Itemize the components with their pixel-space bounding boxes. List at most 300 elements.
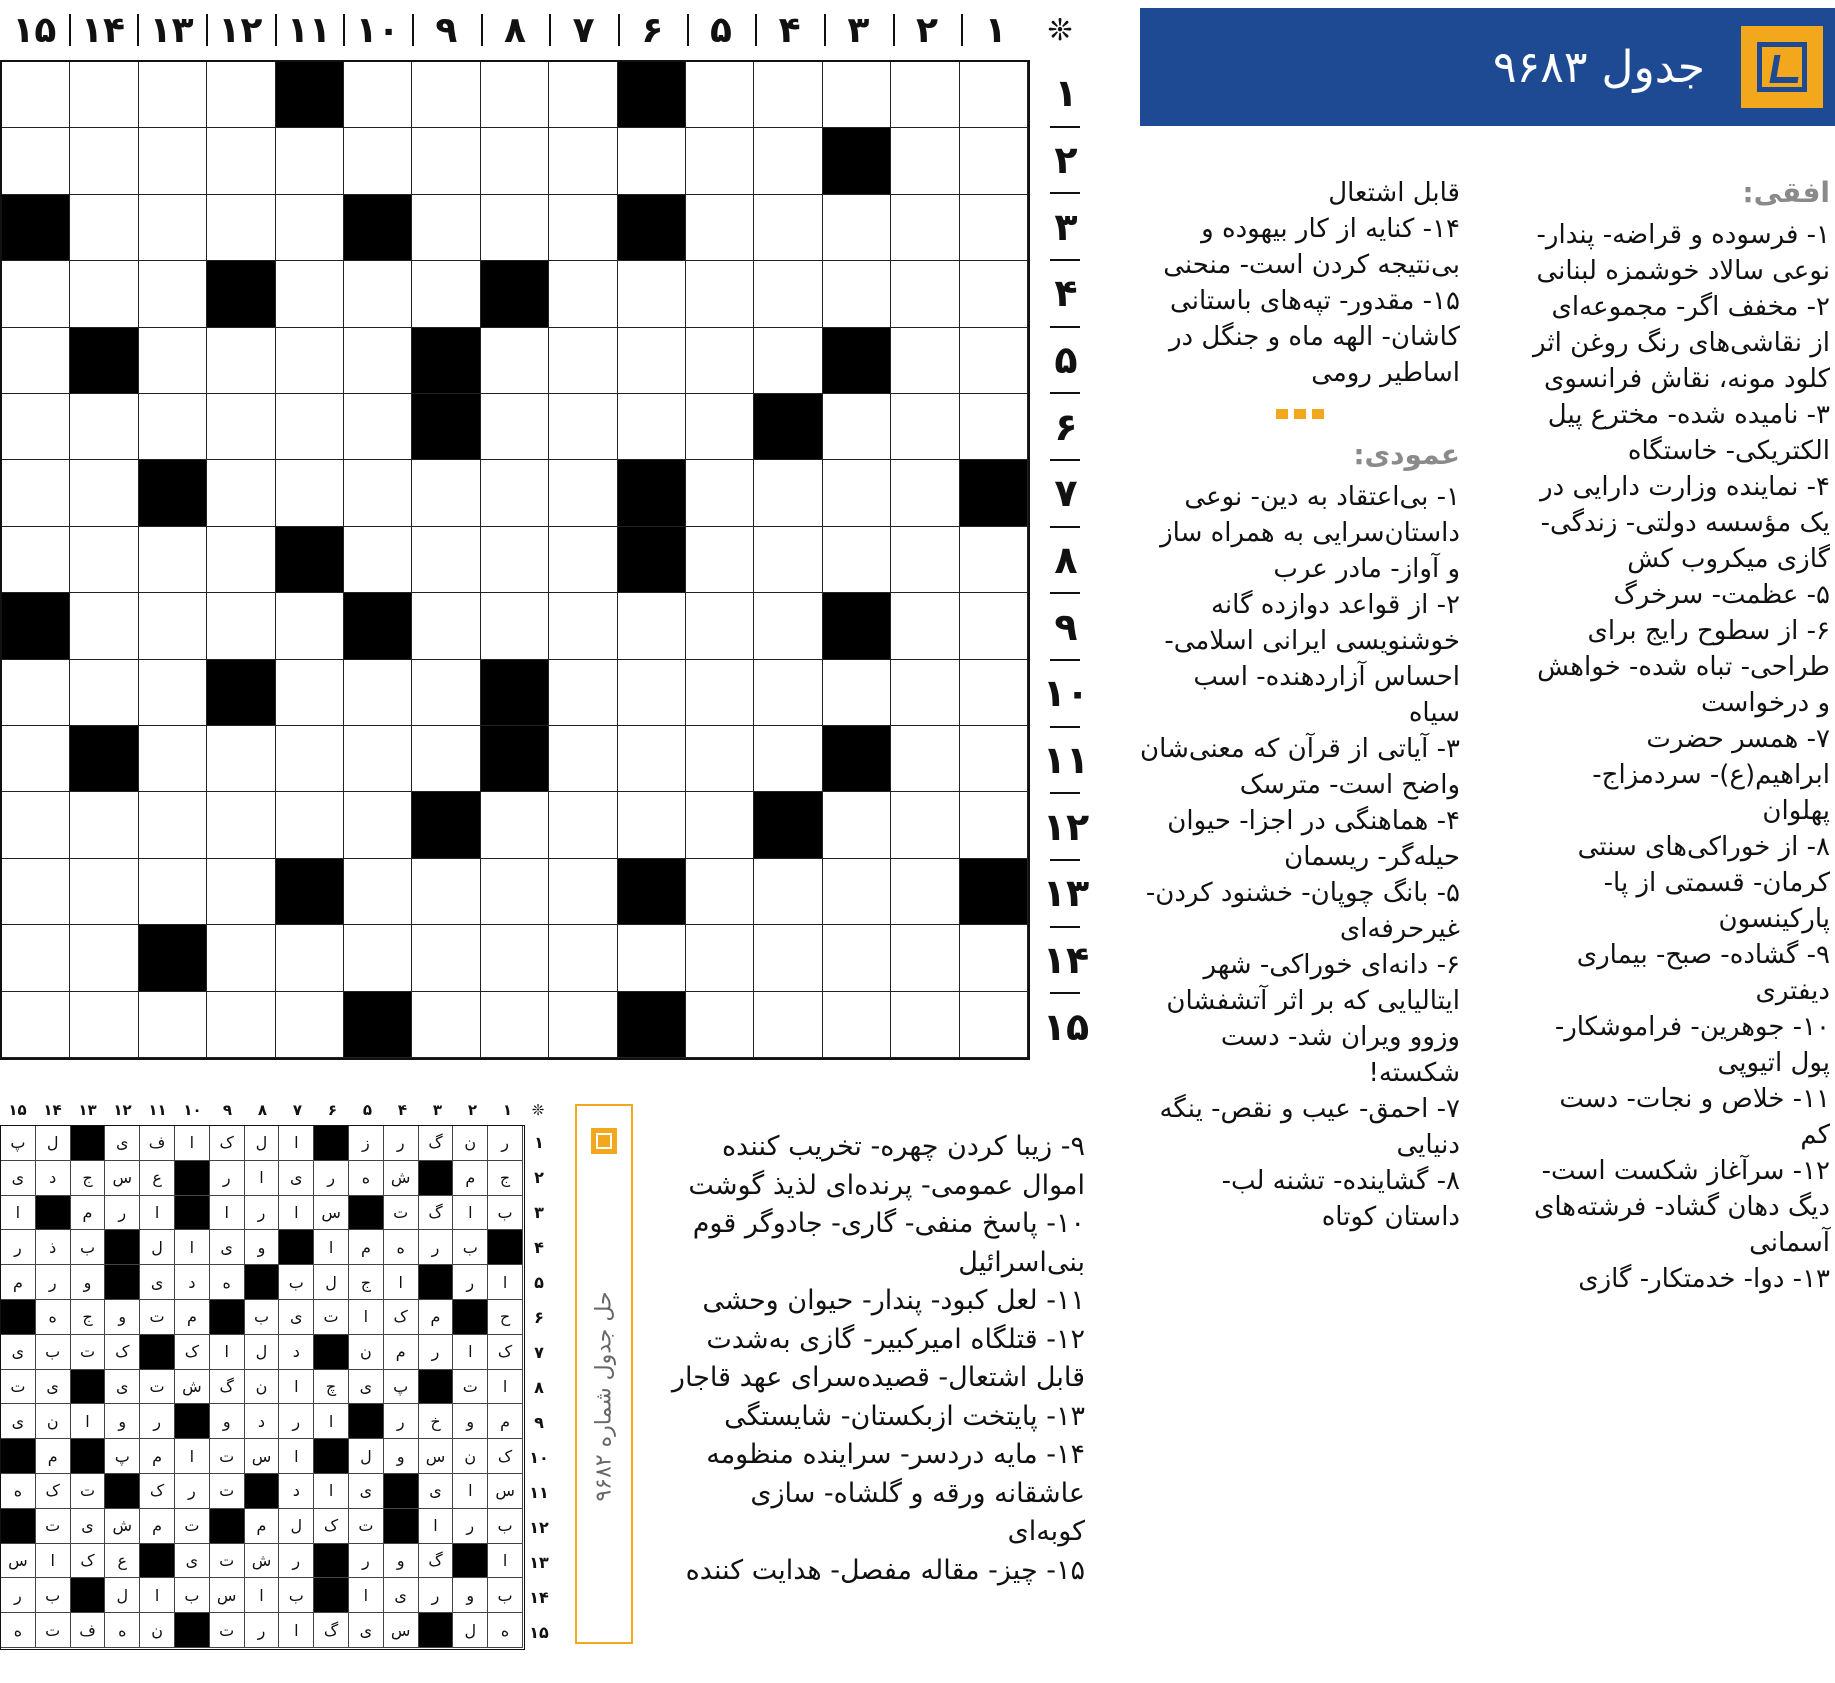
- grid-cell[interactable]: [207, 593, 275, 659]
- solution-cell: ر: [419, 1335, 454, 1370]
- grid-cell[interactable]: [70, 460, 138, 526]
- solution-cell: ر: [453, 1265, 488, 1300]
- grid-cell[interactable]: [823, 261, 891, 327]
- grid-cell[interactable]: [70, 792, 138, 858]
- grid-cell[interactable]: [754, 660, 822, 726]
- grid-cell[interactable]: [276, 859, 344, 925]
- grid-cell[interactable]: [481, 660, 549, 726]
- grid-cell[interactable]: [549, 527, 617, 593]
- grid-cell[interactable]: [276, 128, 344, 194]
- column-number: ۱۴: [81, 9, 125, 51]
- solution-cell: ه: [488, 1613, 523, 1648]
- grid-cell[interactable]: [549, 992, 617, 1058]
- solution-cell: و: [105, 1404, 140, 1439]
- grid-cell[interactable]: [618, 195, 686, 261]
- grid-cell[interactable]: [412, 460, 480, 526]
- grid-cell[interactable]: [139, 527, 207, 593]
- grid-cell[interactable]: [891, 328, 959, 394]
- row-number: ۷: [1054, 471, 1078, 516]
- grid-cell[interactable]: [70, 328, 138, 394]
- grid-cell[interactable]: [618, 62, 686, 128]
- grid-cell[interactable]: [618, 992, 686, 1058]
- grid-cell[interactable]: [618, 328, 686, 394]
- grid-cell[interactable]: [823, 195, 891, 261]
- solution-cell: ف: [71, 1613, 106, 1648]
- grid-cell[interactable]: [276, 328, 344, 394]
- grid-cell[interactable]: [344, 660, 412, 726]
- grid-cell[interactable]: [139, 593, 207, 659]
- down-clue: ۶- دانه‌ای خوراکی- شهر ایتالیایی که بر اثر آتشفشان وزوو ویران شد- دست شکسته!: [1166, 950, 1460, 1088]
- solution-cell: ر: [245, 1613, 280, 1648]
- solution-column-number: ۴: [397, 1101, 408, 1119]
- solution-cell: [314, 1544, 349, 1579]
- grid-cell[interactable]: [2, 859, 70, 925]
- grid-cell[interactable]: [618, 925, 686, 991]
- grid-cell[interactable]: [276, 460, 344, 526]
- solution-cell: ا: [71, 1404, 106, 1439]
- solution-cell: ک: [140, 1474, 175, 1509]
- solution-row-number: ۹: [534, 1413, 544, 1432]
- grid-cell[interactable]: [412, 128, 480, 194]
- grid-cell[interactable]: [2, 460, 70, 526]
- grid-cell[interactable]: [70, 394, 138, 460]
- grid-cell[interactable]: [207, 792, 275, 858]
- grid-cell[interactable]: [960, 925, 1028, 991]
- grid-cell[interactable]: [481, 726, 549, 792]
- grid-cell[interactable]: [960, 62, 1028, 128]
- grid-cell[interactable]: [549, 328, 617, 394]
- grid-cell[interactable]: [344, 726, 412, 792]
- grid-cell[interactable]: [139, 394, 207, 460]
- grid-cell[interactable]: [549, 925, 617, 991]
- grid-cell[interactable]: [207, 394, 275, 460]
- solution-cell: ل: [453, 1613, 488, 1648]
- grid-cell[interactable]: [344, 925, 412, 991]
- grid-cell[interactable]: [276, 62, 344, 128]
- solution-cell: ر: [419, 1578, 454, 1613]
- grid-cell[interactable]: [481, 328, 549, 394]
- grid-cell[interactable]: [139, 261, 207, 327]
- row-number: ۱۲: [1042, 804, 1090, 849]
- solution-column-number: ۱۰: [183, 1101, 202, 1119]
- grid-cell[interactable]: [276, 394, 344, 460]
- grid-cell[interactable]: [344, 792, 412, 858]
- grid-cell[interactable]: [891, 394, 959, 460]
- grid-cell[interactable]: [549, 593, 617, 659]
- grid-cell[interactable]: [891, 261, 959, 327]
- grid-cell[interactable]: [891, 128, 959, 194]
- solution-cell: ذ: [36, 1230, 71, 1265]
- grid-cell[interactable]: [823, 128, 891, 194]
- grid-cell[interactable]: [754, 527, 822, 593]
- grid-cell[interactable]: [754, 128, 822, 194]
- grid-cell[interactable]: [344, 128, 412, 194]
- grid-cell[interactable]: [70, 527, 138, 593]
- across-heading: افقی:: [1742, 176, 1830, 209]
- grid-cell[interactable]: [276, 527, 344, 593]
- grid-cell[interactable]: [207, 859, 275, 925]
- grid-cell[interactable]: [686, 394, 754, 460]
- grid-cell[interactable]: [2, 660, 70, 726]
- grid-cell[interactable]: [823, 593, 891, 659]
- solution-cell: ی: [419, 1474, 454, 1509]
- grid-cell[interactable]: [960, 726, 1028, 792]
- column-number: ۷: [572, 9, 595, 51]
- grid-cell[interactable]: [549, 195, 617, 261]
- grid-cell[interactable]: [549, 660, 617, 726]
- grid-cell[interactable]: [139, 328, 207, 394]
- grid-cell[interactable]: [754, 792, 822, 858]
- grid-cell[interactable]: [481, 792, 549, 858]
- grid-cell[interactable]: [960, 128, 1028, 194]
- grid-cell[interactable]: [960, 792, 1028, 858]
- grid-cell[interactable]: [412, 726, 480, 792]
- grid-cell[interactable]: [960, 593, 1028, 659]
- grid-cell[interactable]: [481, 992, 549, 1058]
- solution-column-number: ۵: [362, 1101, 373, 1119]
- grid-cell[interactable]: [207, 328, 275, 394]
- across-clue: ۸- از خوراکی‌های سنتی کرمان- قسمتی از پا- پارکینسون: [1577, 832, 1830, 934]
- solution-cell: چ: [314, 1370, 349, 1405]
- grid-cell[interactable]: [481, 195, 549, 261]
- grid-cell[interactable]: [2, 195, 70, 261]
- grid-cell[interactable]: [412, 195, 480, 261]
- grid-cell[interactable]: [70, 660, 138, 726]
- grid-cell[interactable]: [686, 859, 754, 925]
- grid-cell[interactable]: [276, 992, 344, 1058]
- corner-symbol: ❊: [1047, 12, 1073, 48]
- grid-cell[interactable]: [823, 460, 891, 526]
- grid-cell[interactable]: [549, 128, 617, 194]
- grid-cell[interactable]: [207, 195, 275, 261]
- solution-cell: [71, 1126, 106, 1161]
- grid-cell[interactable]: [891, 792, 959, 858]
- grid-cell[interactable]: [754, 62, 822, 128]
- grid-cell[interactable]: [276, 726, 344, 792]
- grid-cell[interactable]: [481, 261, 549, 327]
- grid-cell[interactable]: [344, 62, 412, 128]
- solution-cell: م: [349, 1230, 384, 1265]
- down-clue: ۴- هماهنگی در اجزا- حیوان حیله‌گر- ریسمان: [1167, 806, 1460, 872]
- grid-cell[interactable]: [618, 128, 686, 194]
- solution-cell: و: [210, 1404, 245, 1439]
- grid-cell[interactable]: [344, 859, 412, 925]
- solution-cell: ی: [279, 1161, 314, 1196]
- grid-cell[interactable]: [2, 992, 70, 1058]
- grid-cell[interactable]: [960, 527, 1028, 593]
- grid-cell[interactable]: [891, 460, 959, 526]
- grid-cell[interactable]: [139, 460, 207, 526]
- grid-cell[interactable]: [2, 328, 70, 394]
- grid-cell[interactable]: [549, 62, 617, 128]
- grid-cell[interactable]: [618, 593, 686, 659]
- grid-cell[interactable]: [618, 460, 686, 526]
- grid-cell[interactable]: [481, 593, 549, 659]
- solution-cell: ت: [71, 1474, 106, 1509]
- grid-cell[interactable]: [139, 792, 207, 858]
- grid-cell[interactable]: [139, 62, 207, 128]
- solution-cell: ی: [175, 1544, 210, 1579]
- grid-cell[interactable]: [823, 726, 891, 792]
- grid-cell[interactable]: [276, 593, 344, 659]
- solution-row-number: ۴: [534, 1238, 544, 1257]
- solution-cell: ا: [349, 1300, 384, 1335]
- solution-cell: ت: [140, 1300, 175, 1335]
- grid-cell[interactable]: [754, 195, 822, 261]
- grid-cell[interactable]: [412, 62, 480, 128]
- grid-cell[interactable]: [686, 925, 754, 991]
- grid-cell[interactable]: [960, 460, 1028, 526]
- grid-cell[interactable]: [754, 593, 822, 659]
- solution-cell: ت: [210, 1544, 245, 1579]
- grid-cell[interactable]: [412, 859, 480, 925]
- grid-cell[interactable]: [823, 792, 891, 858]
- grid-cell[interactable]: [139, 859, 207, 925]
- grid-cell[interactable]: [207, 62, 275, 128]
- solution-row-number: ۱۰: [529, 1448, 549, 1467]
- solution-row-number: ۲: [534, 1168, 544, 1187]
- solution-cell: ن: [453, 1439, 488, 1474]
- solution-cell: س: [314, 1196, 349, 1231]
- grid-cell[interactable]: [481, 128, 549, 194]
- grid-cell[interactable]: [344, 195, 412, 261]
- grid-cell[interactable]: [139, 726, 207, 792]
- grid-cell[interactable]: [618, 660, 686, 726]
- grid-cell[interactable]: [686, 726, 754, 792]
- grid-cell[interactable]: [960, 992, 1028, 1058]
- grid-cell[interactable]: [207, 128, 275, 194]
- across-clue: ۱۴- کنایه از کار بیهوده و بی‌نتیجه کردن است- منحنی: [1163, 214, 1460, 280]
- grid-cell[interactable]: [412, 394, 480, 460]
- solution-cell: ا: [453, 1474, 488, 1509]
- grid-cell[interactable]: [412, 593, 480, 659]
- grid-cell[interactable]: [412, 527, 480, 593]
- grid-cell[interactable]: [686, 460, 754, 526]
- grid-cell[interactable]: [412, 261, 480, 327]
- grid-cell[interactable]: [481, 859, 549, 925]
- grid-cell[interactable]: [481, 925, 549, 991]
- solution-cell: [1, 1509, 36, 1544]
- grid-cell[interactable]: [207, 660, 275, 726]
- grid-cell[interactable]: [686, 62, 754, 128]
- grid-cell[interactable]: [70, 925, 138, 991]
- grid-cell[interactable]: [618, 792, 686, 858]
- grid-cell[interactable]: [549, 726, 617, 792]
- grid-cell[interactable]: [754, 726, 822, 792]
- solution-cell: م: [175, 1300, 210, 1335]
- solution-cell: ا: [210, 1196, 245, 1231]
- grid-cell[interactable]: [276, 660, 344, 726]
- grid-cell[interactable]: [412, 992, 480, 1058]
- grid-cell[interactable]: [754, 328, 822, 394]
- grid-cell[interactable]: [960, 859, 1028, 925]
- grid-cell[interactable]: [618, 394, 686, 460]
- solution-cell: [210, 1509, 245, 1544]
- grid-cell[interactable]: [139, 128, 207, 194]
- grid-cell[interactable]: [344, 460, 412, 526]
- grid-cell[interactable]: [276, 925, 344, 991]
- grid-cell[interactable]: [2, 261, 70, 327]
- grid-cell[interactable]: [686, 261, 754, 327]
- grid-cell[interactable]: [960, 328, 1028, 394]
- grid-cell[interactable]: [549, 460, 617, 526]
- solution-cell: ن: [453, 1126, 488, 1161]
- grid-cell[interactable]: [2, 593, 70, 659]
- grid-cell[interactable]: [754, 460, 822, 526]
- grid-cell[interactable]: [823, 62, 891, 128]
- grid-cell[interactable]: [2, 128, 70, 194]
- grid-cell[interactable]: [686, 328, 754, 394]
- grid-cell[interactable]: [70, 593, 138, 659]
- column-separator: [69, 14, 71, 46]
- solution-cell: ی: [105, 1126, 140, 1161]
- grid-cell[interactable]: [960, 261, 1028, 327]
- grid-cell[interactable]: [823, 925, 891, 991]
- grid-cell[interactable]: [2, 62, 70, 128]
- grid-cell[interactable]: [891, 660, 959, 726]
- grid-cell[interactable]: [618, 261, 686, 327]
- across-clue: ۱- فرسوده و قراضه- پندار- نوعی سالاد خوشمزه لبنانی: [1536, 220, 1830, 286]
- grid-cell[interactable]: [276, 792, 344, 858]
- solution-cell: ب: [488, 1578, 523, 1613]
- grid-cell[interactable]: [139, 992, 207, 1058]
- grid-cell[interactable]: [686, 992, 754, 1058]
- grid-cell[interactable]: [618, 527, 686, 593]
- solution-cell: ب: [71, 1230, 106, 1265]
- grid-cell[interactable]: [618, 859, 686, 925]
- grid-cell[interactable]: [549, 261, 617, 327]
- grid-cell[interactable]: [2, 527, 70, 593]
- solution-cell: ر: [279, 1404, 314, 1439]
- solution-column-number: ۱: [502, 1101, 513, 1119]
- solution-cell: ا: [140, 1578, 175, 1613]
- grid-cell[interactable]: [960, 394, 1028, 460]
- grid-cell[interactable]: [891, 593, 959, 659]
- solution-cell: ا: [314, 1404, 349, 1439]
- grid-cell[interactable]: [686, 128, 754, 194]
- grid-cell[interactable]: [276, 261, 344, 327]
- grid-cell[interactable]: [549, 859, 617, 925]
- solution-cell: م: [488, 1404, 523, 1439]
- solution-cell: و: [384, 1439, 419, 1474]
- solution-cell: ا: [453, 1196, 488, 1231]
- grid-cell[interactable]: [686, 660, 754, 726]
- grid-cell[interactable]: [960, 195, 1028, 261]
- grid-cell[interactable]: [344, 394, 412, 460]
- grid-cell[interactable]: [412, 328, 480, 394]
- grid-cell[interactable]: [207, 992, 275, 1058]
- grid-cell[interactable]: [686, 527, 754, 593]
- grid-cell[interactable]: [2, 792, 70, 858]
- grid-cell[interactable]: [344, 992, 412, 1058]
- solution-cell: [384, 1474, 419, 1509]
- grid-cell[interactable]: [823, 660, 891, 726]
- grid-cell[interactable]: [207, 726, 275, 792]
- grid-cell[interactable]: [344, 261, 412, 327]
- grid-cell[interactable]: [276, 195, 344, 261]
- grid-cell[interactable]: [549, 394, 617, 460]
- grid-cell[interactable]: [823, 394, 891, 460]
- grid-cell[interactable]: [754, 261, 822, 327]
- grid-cell[interactable]: [823, 328, 891, 394]
- grid-cell[interactable]: [481, 460, 549, 526]
- grid-cell[interactable]: [70, 261, 138, 327]
- grid-cell[interactable]: [412, 660, 480, 726]
- grid-cell[interactable]: [412, 925, 480, 991]
- solution-cell: ت: [384, 1196, 419, 1231]
- grid-cell[interactable]: [70, 195, 138, 261]
- grid-cell[interactable]: [823, 527, 891, 593]
- grid-cell[interactable]: [891, 62, 959, 128]
- grid-cell[interactable]: [2, 925, 70, 991]
- solution-cell: م: [245, 1509, 280, 1544]
- solution-corner-symbol: ❊: [531, 1101, 545, 1119]
- solution-cell: ا: [314, 1230, 349, 1265]
- grid-cell[interactable]: [891, 195, 959, 261]
- grid-cell[interactable]: [412, 792, 480, 858]
- grid-cell[interactable]: [686, 195, 754, 261]
- grid-cell[interactable]: [207, 925, 275, 991]
- grid-cell[interactable]: [754, 859, 822, 925]
- grid-cell[interactable]: [70, 726, 138, 792]
- grid-cell[interactable]: [891, 527, 959, 593]
- grid-cell[interactable]: [139, 195, 207, 261]
- grid-cell[interactable]: [891, 992, 959, 1058]
- grid-cell[interactable]: [70, 62, 138, 128]
- grid-cell[interactable]: [139, 660, 207, 726]
- grid-cell[interactable]: [891, 859, 959, 925]
- grid-cell[interactable]: [344, 527, 412, 593]
- solution-cell: و: [245, 1230, 280, 1265]
- grid-cell[interactable]: [70, 859, 138, 925]
- grid-cell[interactable]: [344, 328, 412, 394]
- solution-cell: و: [453, 1404, 488, 1439]
- grid-cell[interactable]: [70, 992, 138, 1058]
- grid-cell[interactable]: [686, 593, 754, 659]
- grid-cell[interactable]: [139, 925, 207, 991]
- solution-cell: س: [210, 1578, 245, 1613]
- grid-cell[interactable]: [823, 859, 891, 925]
- grid-cell[interactable]: [823, 992, 891, 1058]
- grid-cell[interactable]: [70, 128, 138, 194]
- grid-cell[interactable]: [2, 726, 70, 792]
- grid-cell[interactable]: [207, 261, 275, 327]
- grid-cell[interactable]: [891, 726, 959, 792]
- solution-cell: س: [488, 1474, 523, 1509]
- solution-cell: م: [71, 1196, 106, 1231]
- grid-cell[interactable]: [207, 460, 275, 526]
- grid-cell[interactable]: [960, 660, 1028, 726]
- column-separator: [961, 14, 963, 46]
- grid-cell[interactable]: [207, 527, 275, 593]
- grid-cell[interactable]: [754, 394, 822, 460]
- grid-cell[interactable]: [549, 792, 617, 858]
- grid-cell[interactable]: [344, 593, 412, 659]
- grid-cell[interactable]: [891, 925, 959, 991]
- solution-cell: ر: [488, 1126, 523, 1161]
- grid-cell[interactable]: [618, 726, 686, 792]
- grid-cell[interactable]: [754, 992, 822, 1058]
- grid-cell[interactable]: [481, 527, 549, 593]
- grid-cell[interactable]: [481, 394, 549, 460]
- solution-cell: [105, 1230, 140, 1265]
- down-clue: ۱۵- چیز- مقاله مفصل- هدایت کننده: [685, 1554, 1085, 1586]
- grid-cell[interactable]: [2, 394, 70, 460]
- grid-cell[interactable]: [481, 62, 549, 128]
- grid-cell[interactable]: [754, 925, 822, 991]
- column-separator: [755, 14, 757, 46]
- grid-cell[interactable]: [686, 792, 754, 858]
